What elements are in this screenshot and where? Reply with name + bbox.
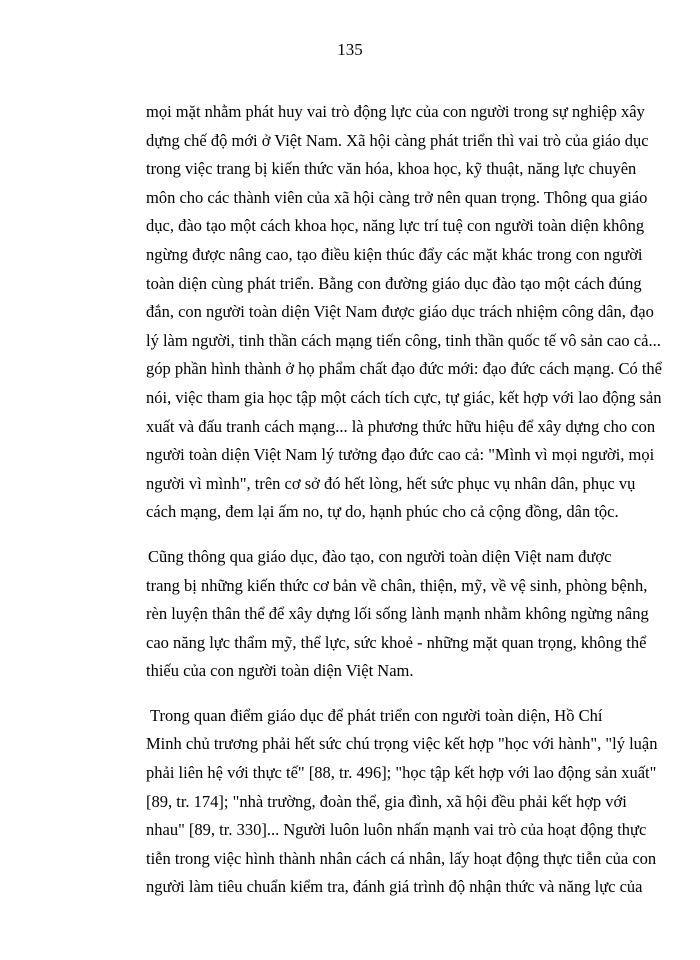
text-line: lý làm người, tinh thần cách mạng tiến công, tinh thần quốc tế vô sản cao cả... — [146, 330, 661, 350]
text-line: ngừng được nâng cao, tạo điều kiện thúc đẩy các mặt khác trong con người — [146, 244, 643, 264]
text-line: nhau" [89, tr. 330]... Người luôn luôn nhấn mạnh vai trò của hoạt động thực — [146, 820, 647, 840]
text-line: đắn, con người toàn diện Việt Nam được giáo dục trách nhiệm công dân, đạo — [146, 302, 654, 322]
text-line: toàn diện cùng phát triển. Bằng con đường giáo dục đào tạo một cách đúng — [146, 273, 642, 293]
paragraph-1 — [146, 98, 663, 527]
page-number: 135 — [337, 40, 363, 59]
text-line: thiếu của con người toàn diện Việt Nam. — [146, 661, 414, 681]
text-line: Minh chủ trương phải hết sức chú trọng việc kết hợp "học với hành", "lý luận — [146, 734, 658, 754]
text-line: Trong quan điểm giáo dục để phát triển con người toàn diện, Hồ Chí — [150, 705, 603, 725]
text-line: rèn luyện thân thể để xây dựng lối sống lành mạnh nhằm không ngừng nâng — [146, 604, 649, 624]
text-line: góp phần hình thành ở họ phẩm chất đạo đức mới: đạo đức cách mạng. Có thể — [146, 359, 663, 379]
text-line: mọi mặt nhằm phát huy vai trò động lực của con người trong sự nghiệp xây — [146, 102, 645, 121]
text-line: dựng chế độ mới ở Việt Nam. Xã hội càng phát triển thì vai trò của giáo dục — [146, 130, 649, 150]
paragraph-2 — [146, 543, 649, 686]
text-line: người làm tiêu chuẩn kiểm tra, đánh giá trình độ nhận thức và năng lực của — [146, 877, 643, 897]
text-line: môn cho các thành viên của xã hội càng trở nên quan trọng. Thông qua giáo — [146, 187, 648, 207]
body-text — [146, 98, 663, 918]
text-line: cách mạng, đem lại ấm no, tự do, hạnh phúc cho cả cộng đồng, dân tộc. — [146, 502, 619, 522]
paragraph-3 — [146, 702, 658, 902]
text-line: cao năng lực thẩm mỹ, thể lực, sức khoẻ - những mặt quan trọng, không thể — [146, 632, 647, 652]
text-line: phải liên hệ với thực tế" [88, tr. 496]; "học tập kết hợp với lao động sản xuất" — [146, 763, 657, 783]
text-line: nói, việc tham gia học tập một cách tích cực, tự giác, kết hợp với lao động sản — [146, 387, 662, 407]
text-line: trong việc trang bị kiến thức văn hóa, khoa học, kỹ thuật, năng lực chuyên — [146, 159, 637, 179]
text-line: [89, tr. 174]; "nhà trường, đoàn thể, gia đình, xã hội đều phải kết hợp với — [146, 791, 627, 811]
text-line: người toàn diện Việt Nam lý tưởng đạo đức cao cả: "Mình vì mọi người, mọi — [146, 445, 655, 465]
text-line: người vì mình", trên cơ sở đó hết lòng, hết sức phục vụ nhân dân, phục vụ — [146, 473, 636, 493]
text-line: trang bị những kiến thức cơ bản về chân, thiện, mỹ, về vệ sinh, phòng bệnh, — [146, 575, 648, 595]
text-line: xuất và đấu tranh cách mạng... là phương thức hữu hiệu để xây dựng cho con — [146, 416, 656, 436]
text-line: dục, đào tạo một cách khoa học, năng lực trí tuệ con người toàn diện không — [146, 216, 645, 236]
text-line: Cũng thông qua giáo dục, đào tạo, con người toàn diện Việt nam được — [148, 546, 612, 566]
text-line: tiễn trong việc hình thành nhân cách cá nhân, lấy hoạt động thực tiễn của con — [146, 848, 657, 868]
